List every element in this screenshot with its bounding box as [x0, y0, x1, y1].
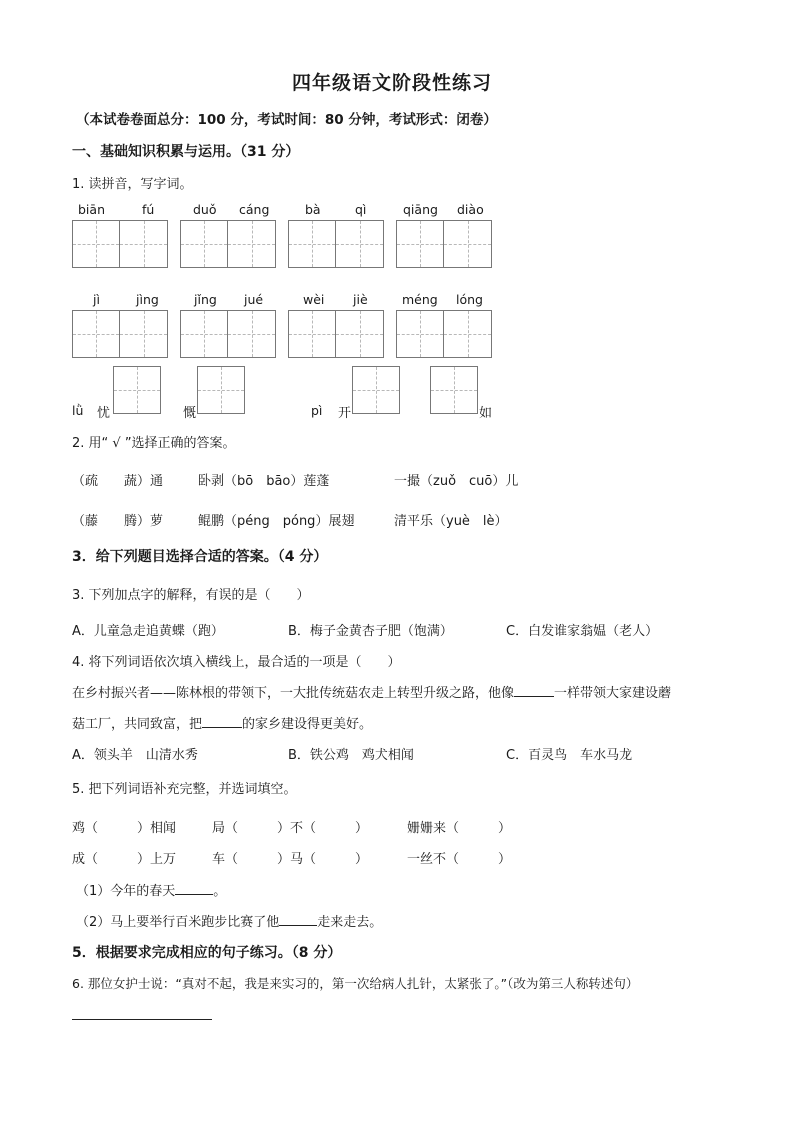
writing-grid[interactable]	[430, 366, 478, 414]
q4-prompt: 4. 将下列词语依次填入横线上，最合适的一项是（ ）	[72, 655, 401, 670]
section1-heading: 一、基础知识积累与运用。（31 分）	[72, 144, 300, 160]
pinyin: wèi	[303, 292, 325, 307]
q4-option-b[interactable]: B．铁公鸡 鸡犬相闻	[288, 748, 414, 763]
fill-blank[interactable]	[202, 715, 242, 728]
fill-blank[interactable]	[279, 913, 317, 926]
idiom-char: 慨	[183, 406, 197, 421]
q2-item: 清平乐（yuè lè）	[394, 514, 508, 529]
section3-heading: 3．给下列题目选择合适的答案。（4 分）	[72, 549, 328, 565]
q3-option-b[interactable]: B．梅子金黄杏子肥（饱满）	[288, 624, 453, 639]
pinyin: diào	[457, 202, 484, 217]
writing-grid[interactable]	[113, 366, 161, 414]
idiom-char: 如	[479, 406, 493, 421]
writing-grid[interactable]	[72, 220, 168, 268]
q6-prompt: 6. 那位女护士说：“真对不起，我是来实习的，第一次给病人扎针，太紧张了。”（改为第三人称转述句）	[72, 976, 639, 991]
q4-passage-line2	[72, 713, 372, 732]
fill-blank[interactable]	[175, 882, 213, 895]
pinyin: qì	[355, 202, 367, 217]
q3-option-a[interactable]: A．儿童急走追黄蝶（跑）	[72, 624, 224, 639]
q2-item: （疏 蔬）通	[72, 474, 164, 489]
section5-heading: 5．根据要求完成相应的句子练习。（8 分）	[72, 945, 342, 961]
q5-word: 一丝不（ ）	[407, 852, 512, 867]
q5-fill-text: 走来走去。	[317, 915, 383, 930]
q2-item: 鲲鹏（péng póng）展翅	[198, 514, 355, 529]
writing-grid[interactable]	[288, 310, 384, 358]
q5-fill-2	[76, 911, 382, 930]
pinyin: duǒ	[193, 202, 217, 217]
page-title: 四年级语文阶段性练习	[292, 72, 493, 94]
q4-passage-line1	[72, 682, 671, 701]
q2-item: （藤 腾）萝	[72, 514, 164, 529]
q5-fill-text: （1）今年的春天	[76, 884, 176, 899]
q4-passage-text: 一样带领大家建设蘑	[554, 686, 672, 701]
exam-info: （本试卷卷面总分：100 分，考试时间：80 分钟，考试形式：闭卷）	[76, 112, 497, 128]
q5-word: 局（ ）不（ ）	[212, 821, 369, 836]
q2-prompt: 2. 用“ √ ”选择正确的答案。	[72, 436, 236, 451]
writing-grid[interactable]	[396, 220, 492, 268]
q1-prompt: 1. 读拼音，写字词。	[72, 177, 193, 192]
q4-option-c[interactable]: C．百灵鸟 车水马龙	[506, 748, 633, 763]
pinyin: cáng	[239, 202, 270, 217]
q2-item: 一撮（zuǒ cuō）儿	[394, 474, 519, 489]
q4-passage-text: 的家乡建设得更美好。	[242, 717, 373, 732]
q4-passage-text: 菇工厂，共同致富，把	[72, 717, 203, 732]
pinyin: jǐng	[194, 292, 217, 307]
pinyin: pì	[311, 403, 323, 418]
q5-fill-text: （2）马上要举行百米跑步比赛了他	[76, 915, 280, 930]
pinyin: jìng	[136, 292, 159, 307]
q3-option-c[interactable]: C．白发谁家翁媪（老人）	[506, 624, 659, 639]
pinyin: jì	[93, 292, 100, 307]
writing-grid[interactable]	[180, 310, 276, 358]
q3-prompt: 3. 下列加点字的解释，有误的是（ ）	[72, 588, 310, 603]
pinyin: fú	[142, 202, 155, 217]
q5-word: 鸡（ ）相闻	[72, 821, 177, 836]
pinyin: bà	[305, 202, 321, 217]
q4-option-a[interactable]: A．领头羊 山清水秀	[72, 748, 198, 763]
pinyin: méng	[402, 292, 438, 307]
writing-grid[interactable]	[72, 310, 168, 358]
q5-prompt: 5. 把下列词语补充完整，并选词填空。	[72, 782, 297, 797]
pinyin: jiè	[353, 292, 368, 307]
q5-word: 姗姗来（ ）	[407, 821, 512, 836]
pinyin: biān	[78, 202, 105, 217]
q4-passage-text: 在乡村振兴者——陈林根的带领下，一大批传统菇农走上转型升级之路，他像	[72, 686, 515, 701]
q5-word: 成（ ）上万	[72, 852, 177, 867]
q2-item: 卧剥（bō bāo）莲蓬	[198, 474, 330, 489]
q5-fill-text: 。	[213, 884, 227, 899]
pinyin: jué	[244, 292, 264, 307]
idiom-char: 开	[338, 406, 352, 421]
writing-grid[interactable]	[197, 366, 245, 414]
pinyin: lǜ	[72, 403, 84, 418]
writing-grid[interactable]	[396, 310, 492, 358]
pinyin: lóng	[456, 292, 483, 307]
writing-grid[interactable]	[180, 220, 276, 268]
q5-fill-1	[76, 880, 226, 899]
q5-word: 车（ ）马（ ）	[212, 852, 369, 867]
fill-blank[interactable]	[514, 684, 554, 697]
writing-grid[interactable]	[288, 220, 384, 268]
idiom-char: 忧	[97, 406, 111, 421]
writing-grid[interactable]	[352, 366, 400, 414]
pinyin: qiāng	[403, 202, 438, 217]
answer-line[interactable]	[72, 1019, 212, 1020]
